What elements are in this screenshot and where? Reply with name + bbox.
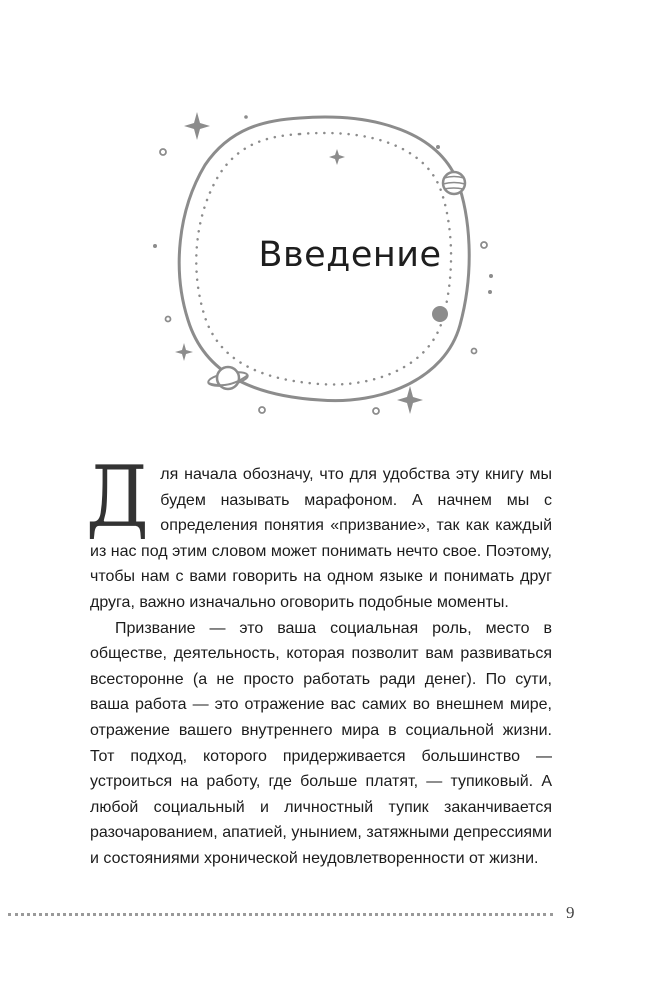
tiny-star-dot bbox=[488, 290, 492, 294]
sparkle-star-icon bbox=[184, 112, 210, 140]
tiny-star-dot bbox=[160, 149, 166, 155]
tiny-star-dot bbox=[259, 407, 265, 413]
chapter-title: Введение bbox=[258, 235, 442, 275]
paragraph-2: Призвание — это ваша социальная роль, место в обществе, деятельность, которая позволит вам развиваться всесторонне (а не просто работать ради денег). По сути, ваша работа — это отражение вас самих во внешнем мире, отражение вашего внутреннего мира в социальной жизни. Тот подход, которого придерживается большинство — устроиться на работу, где больше платят, — тупиковый. А любой социальный и личностный тупик заканчивается разочарованием, апатией, унынием, затяжными депрессиями и состояниями хронической неудовлетворенности от жизни. bbox=[90, 619, 552, 867]
drop-cap: Д bbox=[86, 448, 149, 546]
tiny-star-dot bbox=[373, 408, 379, 414]
sparkle-star-icon bbox=[175, 343, 193, 361]
chapter-emblem bbox=[0, 0, 665, 440]
paragraph-1 bbox=[86, 448, 552, 616]
ringed-planet-icon bbox=[207, 367, 248, 389]
tiny-star-dot bbox=[166, 317, 171, 322]
planet-solid-icon bbox=[432, 306, 448, 322]
footer-dotted-rule bbox=[8, 913, 553, 916]
sparkle-star-icon bbox=[397, 386, 423, 414]
body-text bbox=[86, 448, 552, 872]
paragraph-1-text: ля начала обозначу, что для удобства эту книгу мы будем называть марафоном. А начнем мы с определения понятия «призвание», так как каждый из нас под этим словом может понимать нечто свое. Поэтому, чтобы нам с вами говорить на одном языке и понимать друг друга, важно изначально оговорить подобные моменты. bbox=[90, 466, 552, 611]
planet-top-right-icon bbox=[443, 172, 465, 194]
tiny-star-dot bbox=[436, 145, 440, 149]
tiny-star-dot bbox=[244, 115, 248, 119]
tiny-star-dot bbox=[472, 349, 477, 354]
sparkle-star-icon bbox=[329, 149, 345, 165]
page-number: 9 bbox=[566, 903, 575, 922]
